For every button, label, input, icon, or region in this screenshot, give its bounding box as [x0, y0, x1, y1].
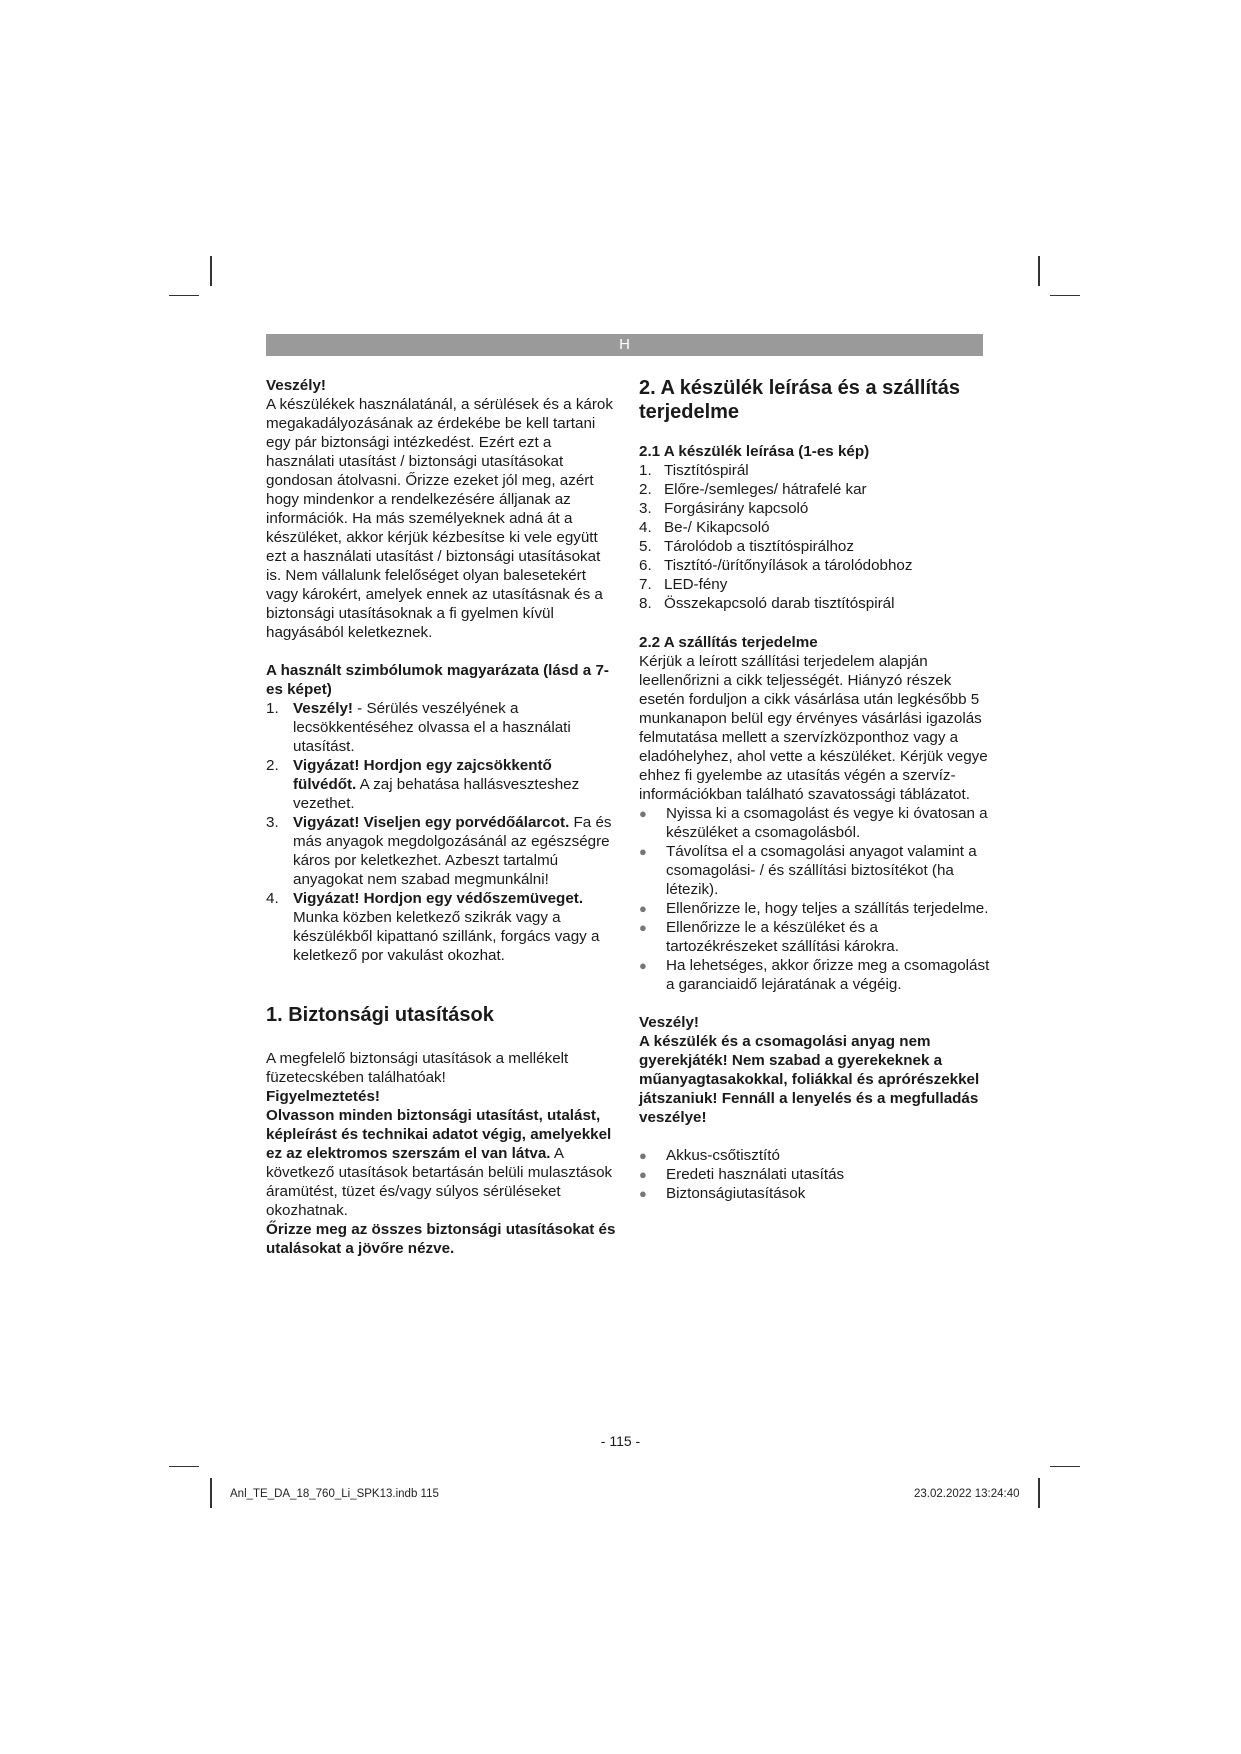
language-tab-label: H — [619, 336, 630, 353]
print-date: 23.02.2022 13:24:40 — [914, 1488, 1020, 1500]
content-item: ● Akkus-csőtisztító — [639, 1147, 780, 1164]
unpacking-steps-list — [639, 804, 991, 994]
symbol-item: 1. Veszély! - Sérülés veszélyének a lecsökkentéséhez olvassa el a használati utasítást. — [266, 700, 571, 755]
right-column — [639, 376, 991, 1203]
part-item: 5. Tárolódob a tisztítóspirálhoz — [639, 538, 854, 555]
part-item: 7. LED-fény — [639, 576, 728, 593]
crop-mark — [1050, 1466, 1080, 1467]
language-tab-bar — [266, 334, 983, 356]
part-item: 6. Tisztító-/ürítőnyílások a tárolódobhoz — [639, 557, 913, 574]
bullet-icon: ● — [639, 806, 647, 821]
bullet-icon: ● — [639, 958, 647, 973]
symbol-item: 4. Vigyázat! Hordjon egy védőszemüveget. Munka közben keletkező szikrák vagy a készülékből kipattanó szillánk, forgács vagy a keletkező por vakulást okozhat. — [266, 890, 600, 964]
unpacking-step: ● Ellenőrizze le, hogy teljes a szállítás terjedelme. — [639, 900, 989, 917]
file-info: Anl_TE_DA_18_760_Li_SPK13.indb 115 — [230, 1488, 439, 1500]
delivery-contents-list — [639, 1146, 991, 1203]
bullet-icon: ● — [639, 1186, 647, 1201]
danger2-title: Veszély! — [639, 1014, 699, 1031]
section2-title: 2. A készülék leírása és a szállítás terjedelme — [639, 377, 960, 423]
page-number: - 115 - — [600, 1433, 641, 1449]
subsection22-title: 2.2 A szállítás terjedelme — [639, 634, 818, 651]
unpacking-step: ● Ellenőrizze le a készüléket és a tartozékrészeket szállítási károkra. — [639, 919, 899, 955]
danger-text: A készülékek használatánál, a sérülések és a károk megakadályozásának az érdekébe be kell tartani egy pár biztonsági intézkedést. Ezért ezt a használati utasítást / biztonsági utasításokat gondosan átolvasni. Őrizze ezeket jól meg, azért hogy mindenkor a rendelkezésére álljanak az információk. Ha más személyeknek adná át a készüléket, akkor kérjük kézbesítse ki vele együtt ezt a használati utasítást / biztonsági utasításokat is. Nem vállalunk felelőséget olyan balesetekért vagy károkért, amelyek ennek az utasításnak és a biztonsági utasításoknak a fi gyelmen kívül hagyásából keletkeznek. — [266, 396, 613, 641]
crop-mark — [1050, 295, 1080, 296]
symbol-item: 3. Vigyázat! Viseljen egy porvédőálarcot. Fa és más anyagok megdolgozásánál az egészségre káros por keletkezhet. Azbeszt tartalmú anyagokat nem szabad megmunkálni! — [266, 814, 612, 888]
danger-title: Veszély! — [266, 377, 326, 394]
crop-mark — [210, 256, 212, 286]
bullet-icon: ● — [639, 1148, 647, 1163]
part-item: 1. Tisztítóspirál — [639, 462, 749, 479]
crop-mark — [210, 1478, 212, 1508]
crop-mark — [169, 295, 199, 296]
subsection21-title: 2.1 A készülék leírása (1-es kép) — [639, 443, 870, 460]
part-item: 3. Forgásirány kapcsoló — [639, 500, 809, 517]
unpacking-step: ● Nyissa ki a csomagolást és vegye ki óvatosan a készüléket a csomagolásból. — [639, 805, 988, 841]
left-column — [266, 376, 618, 1258]
unpacking-step: ● Ha lehetséges, akkor őrizze meg a csomagolást a garanciaidő lejáratának a végéig. — [639, 957, 990, 993]
part-item: 4. Be-/ Kikapcsoló — [639, 519, 770, 536]
danger2-text: A készülék és a csomagolási anyag nem gyerekjáték! Nem szabad a gyerekeknek a műanyagtasakokkal, foliákkal és aprórészekkel játszaniuk! Fennáll a lenyelés és a megfulladás veszélye! — [639, 1033, 980, 1126]
crop-mark — [1038, 1478, 1040, 1508]
symbols-list — [266, 699, 618, 965]
part-item: 8. Összekapcsoló darab tisztítóspirál — [639, 595, 895, 612]
content-item: ● Biztonságiutasítások — [639, 1185, 806, 1202]
bullet-icon: ● — [639, 901, 647, 916]
warning-text: Olvasson minden biztonsági utasítást, utalást, képleírást és technikai adatot végig, amelyekkel ez az elektromos szerszám el van látva. A következő utasítások betartásán belüli mulasztások áramütést, tüzet és/vagy súlyos sérüléseket okozhatnak. — [266, 1107, 613, 1219]
subsection22-text: Kérjük a leírott szállítási terjedelem alapján leellenőrizni a cikk teljességét. Hiányzó részek esetén forduljon a cikk vásárlása után legkésőbb 5 munkanapon belül egy érvényes vásárlási igazolás felmutatása mellett a szervízközponthoz vagy a eladóhelyhez, ahol vette a készüléket. Kérjük vegye ehhez fi gyelembe az utasítás végén a szervíz-információkban található szavatossági táblázatot. — [639, 653, 988, 803]
crop-mark — [169, 1466, 199, 1467]
bullet-icon: ● — [639, 844, 647, 859]
section1-title: 1. Biztonsági utasítások — [266, 1004, 494, 1026]
symbols-heading: A használt szimbólumok magyarázata (lásd a 7-es képet) — [266, 662, 609, 698]
part-item: 2. Előre-/semleges/ hátrafelé kar — [639, 481, 867, 498]
unpacking-step: ● Távolítsa el a csomagolási anyagot valamint a csomagolási- / és szállítási biztosítékot (ha létezik). — [639, 843, 977, 898]
content-item: ● Eredeti használati utasítás — [639, 1166, 845, 1183]
bullet-icon: ● — [639, 920, 647, 935]
symbol-item: 2. Vigyázat! Hordjon egy zajcsökkentő fülvédőt. A zaj behatása hallásveszteshez vezethet. — [266, 757, 580, 812]
section1-intro: A megfelelő biztonsági utasítások a mellékelt füzetecskében találhatóak! — [266, 1050, 569, 1086]
warning-title: Figyelmeztetés! — [266, 1088, 380, 1105]
keep-instructions-text: Őrizze meg az összes biztonsági utasításokat és utalásokat a jövőre nézve. — [266, 1221, 616, 1257]
bullet-icon: ● — [639, 1167, 647, 1182]
parts-list — [639, 461, 991, 613]
crop-mark — [1038, 256, 1040, 286]
